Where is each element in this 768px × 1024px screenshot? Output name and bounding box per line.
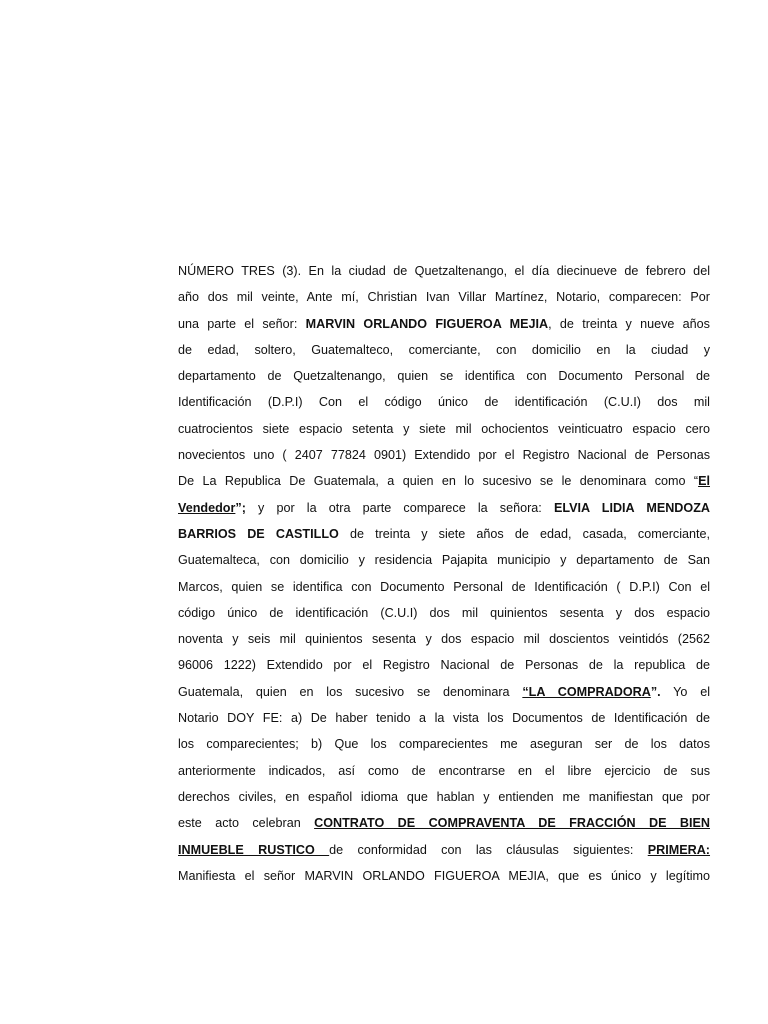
bold-text-run: ”. bbox=[650, 684, 661, 699]
text-line bbox=[178, 495, 710, 521]
bold-text-run: ELVIA LIDIA MENDOZA bbox=[553, 500, 710, 515]
text-run: Guatemala, quien en los sucesivo se denominara bbox=[178, 684, 523, 699]
text-run: y por la otra parte comparece la señora: bbox=[245, 500, 554, 515]
text-line bbox=[178, 863, 710, 889]
text-line bbox=[178, 705, 710, 731]
text-run: año dos mil veinte, Ante mí, Christian Ivan Villar Martínez, Notario, comparecen: Por bbox=[178, 290, 710, 305]
text-line bbox=[178, 837, 710, 863]
text-run: Manifiesta el señor MARVIN ORLANDO FIGUEROA MEJIA, que es único y legítimo bbox=[178, 868, 710, 883]
text-line bbox=[178, 311, 710, 337]
bold-text-run: BARRIOS DE CASTILLO bbox=[178, 526, 339, 541]
bold-text-run: Vendedor bbox=[178, 500, 236, 515]
deed-body-text bbox=[178, 258, 710, 889]
text-run: , de treinta y nueve años bbox=[548, 316, 710, 331]
text-line bbox=[178, 784, 710, 810]
bold-text-run: “LA COMPRADORA bbox=[522, 684, 651, 699]
text-run: este acto celebran bbox=[178, 816, 315, 831]
text-run: anteriormente indicados, así como de encontrarse en el libre ejercicio de sus bbox=[178, 763, 710, 778]
text-line bbox=[178, 389, 710, 415]
text-line bbox=[178, 626, 710, 652]
text-run: Notario DOY FE: a) De haber tenido a la vista los Documentos de Identificación de bbox=[178, 711, 710, 726]
text-line bbox=[178, 731, 710, 757]
text-run: de treinta y siete años de edad, casada, comerciante, bbox=[338, 526, 710, 541]
bold-text-run: MARVIN ORLANDO FIGUEROA MEJIA bbox=[305, 316, 549, 331]
text-line bbox=[178, 416, 710, 442]
text-line bbox=[178, 442, 710, 468]
text-line bbox=[178, 810, 710, 836]
text-line bbox=[178, 547, 710, 573]
text-line bbox=[178, 600, 710, 626]
bold-text-run: ”; bbox=[235, 500, 246, 515]
text-run: una parte el señor: bbox=[178, 316, 306, 331]
text-run: de conformidad con las cláusulas siguientes: bbox=[329, 842, 648, 857]
text-run: código único de identificación (C.U.I) dos mil quinientos sesenta y dos espacio bbox=[178, 605, 710, 620]
text-line bbox=[178, 521, 710, 547]
text-run: de edad, soltero, Guatemalteco, comerciante, con domicilio en la ciudad y bbox=[178, 342, 710, 357]
text-run: departamento de Quetzaltenango, quien se identifica con Documento Personal de bbox=[178, 369, 710, 384]
text-line bbox=[178, 284, 710, 310]
text-line bbox=[178, 758, 710, 784]
text-run: noventa y seis mil quinientos sesenta y dos espacio mil doscientos veintidós (2562 bbox=[178, 632, 710, 647]
text-line bbox=[178, 258, 710, 284]
text-run: los comparecientes; b) Que los comparecientes me aseguran ser de los datos bbox=[178, 737, 710, 752]
bold-text-run: El bbox=[698, 474, 710, 489]
text-run: novecientos uno ( 2407 77824 0901) Extendido por el Registro Nacional de Personas bbox=[178, 448, 710, 463]
text-run: NÚMERO TRES (3). En la ciudad de Quetzaltenango, el día diecinueve de febrero del bbox=[178, 264, 710, 278]
text-run: Yo el bbox=[660, 684, 711, 699]
text-run: cuatrocientos siete espacio setenta y siete mil ochocientos veinticuatro espacio cero bbox=[178, 421, 710, 436]
text-line bbox=[178, 363, 710, 389]
bold-text-run: INMUEBLE RUSTICO bbox=[178, 842, 330, 857]
text-run: Identificación (D.P.I) Con el código único de identificación (C.U.I) dos mil bbox=[178, 395, 710, 410]
text-line bbox=[178, 574, 710, 600]
text-run: Guatemalteca, con domicilio y residencia Pajapita municipio y departamento de San bbox=[178, 553, 710, 568]
text-line bbox=[178, 679, 710, 705]
text-run: De La Republica De Guatemala, a quien en lo sucesivo se le denominara como “ bbox=[178, 474, 699, 489]
text-run: Marcos, quien se identifica con Documento Personal de Identificación ( D.P.I) Con el bbox=[178, 579, 710, 594]
text-line bbox=[178, 468, 710, 494]
bold-text-run: PRIMERA: bbox=[647, 842, 711, 857]
text-line bbox=[178, 652, 710, 678]
text-line bbox=[178, 337, 710, 363]
bold-text-run: CONTRATO DE COMPRAVENTA DE FRACCIÓN DE BIEN bbox=[314, 816, 710, 831]
text-run: 96006 1222) Extendido por el Registro Nacional de Personas de la republica de bbox=[178, 658, 710, 673]
text-run: derechos civiles, en español idioma que hablan y entienden me manifiestan que por bbox=[178, 789, 710, 804]
